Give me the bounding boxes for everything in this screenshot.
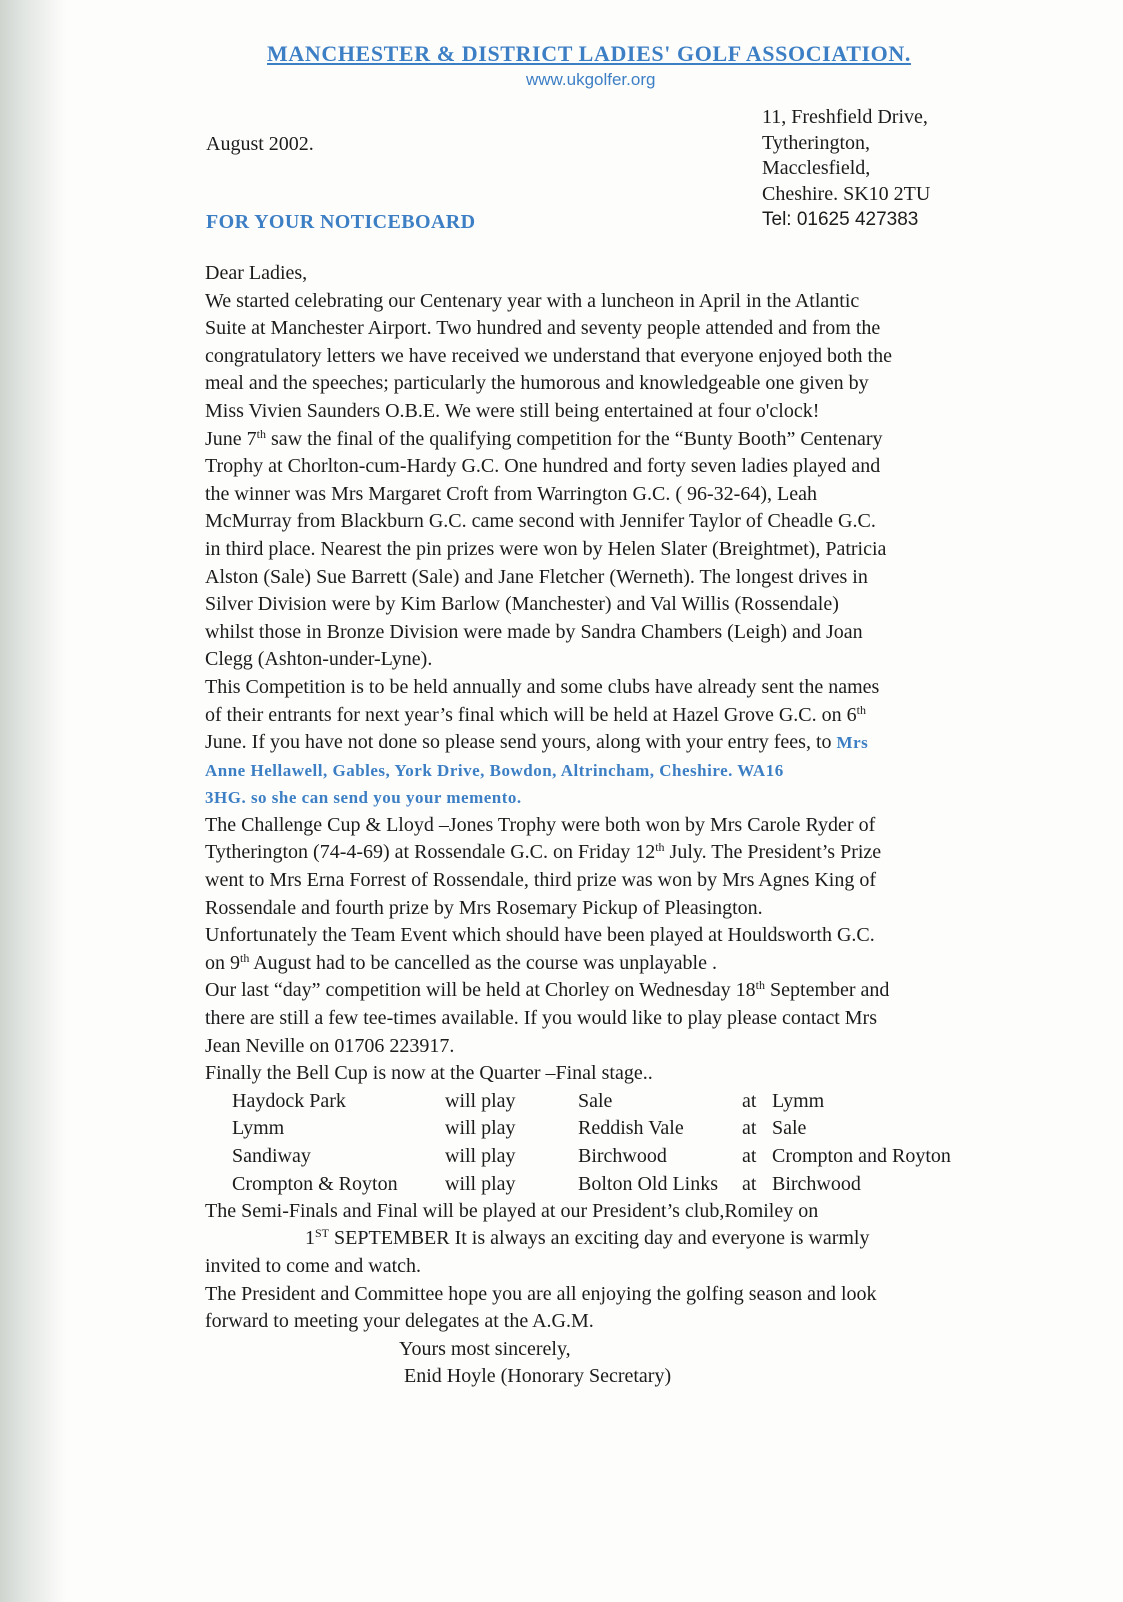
venue: Birchwood (772, 1172, 861, 1195)
text-line: June 7th saw the final of the qualifying competition for the “Bunty Booth” Centenary (205, 426, 883, 450)
text-line: in third place. Nearest the pin prizes were won by Helen Slater (Breightmet), Patricia (205, 537, 887, 560)
paragraph-team-event (205, 922, 1065, 977)
text-line: the winner was Mrs Margaret Croft from Warrington G.C. ( 96-32-64), Leah (205, 482, 817, 505)
text-line: The Semi-Finals and Final will be played at our President’s club,Romiley on (205, 1199, 819, 1222)
text-line: congratulatory letters we have received we understand that everyone enjoyed both the (205, 344, 892, 367)
noticeboard-heading: FOR YOUR NOTICEBOARD (206, 211, 476, 233)
will-play: will play (445, 1145, 516, 1167)
scan-edge (0, 0, 66, 1602)
text-line: Unfortunately the Team Event which should have been played at Houldsworth G.C. (205, 924, 875, 947)
at-label: at (742, 1172, 757, 1195)
paragraph-semi-finals (205, 1198, 1065, 1281)
text-line: This Competition is to be held annually and some clubs have already sent the names (205, 675, 880, 698)
text-line: 1ST SEPTEMBER It is always an exciting day and everyone is warmly (305, 1226, 870, 1250)
text-line: The President and Committee hope you are all enjoying the golfing season and look (205, 1282, 877, 1305)
address-line: Cheshire. SK10 2TU (762, 182, 931, 205)
letter-date: August 2002. (206, 133, 314, 155)
bell-cup-intro: Finally the Bell Cup is now at the Quarter –Final stage.. (205, 1062, 653, 1085)
home-team: Crompton & Royton (232, 1172, 398, 1195)
text-line: June. If you have not done so please send yours, along with your entry fees, to Mrs (205, 731, 869, 754)
home-team: Lymm (232, 1117, 285, 1140)
text-line: Our last “day” competition will be held at Chorley on Wednesday 18th September and (205, 978, 890, 1002)
paragraph-luncheon (205, 288, 1065, 426)
signature: Enid Hoyle (Honorary Secretary) (404, 1365, 672, 1388)
salutation: Dear Ladies, (205, 262, 308, 284)
text-line: whilst those in Bronze Division were made by Sandra Chambers (Leigh) and Joan (205, 620, 863, 643)
away-team: Birchwood (578, 1145, 667, 1167)
address-line: Tytherington, (762, 131, 871, 154)
bell-cup-fixtures (205, 1088, 1065, 1198)
text-line: Suite at Manchester Airport. Two hundred and seventy people attended and from the (205, 317, 881, 340)
paragraph-annual-competition (205, 674, 1065, 812)
text-line: invited to come and watch. (205, 1255, 422, 1277)
will-play: will play (445, 1117, 516, 1140)
text-line: of their entrants for next year’s final which will be held at Hazel Grove G.C. on 6th (205, 702, 866, 726)
text-line: forward to meeting your delegates at the A.G.M. (205, 1310, 594, 1333)
website-link[interactable]: www.ukgolfer.org (526, 70, 656, 89)
home-team: Sandiway (232, 1145, 311, 1167)
text-line: on 9th August had to be cancelled as the course was unplayable . (205, 950, 717, 974)
away-team: Reddish Vale (578, 1117, 684, 1140)
will-play: will play (445, 1089, 516, 1112)
sender-address (762, 105, 930, 233)
paragraph-challenge-cup (205, 812, 1065, 922)
text-line: Jean Neville on 01706 223917. (205, 1034, 455, 1057)
contact-address-highlight: 3HG. so she can send you your memento. (205, 788, 522, 808)
fixture-row (205, 1171, 1065, 1199)
address-line: 11, Freshfield Drive, (762, 106, 928, 128)
home-team: Haydock Park (232, 1089, 346, 1112)
text-line: Miss Vivien Saunders O.B.E. We were still being entertained at four o'clock! (205, 399, 820, 422)
text-line: Silver Division were by Kim Barlow (Manchester) and Val Willis (Rossendale) (205, 593, 839, 616)
at-label: at (742, 1089, 757, 1112)
away-team: Bolton Old Links (578, 1172, 719, 1195)
venue: Sale (772, 1117, 807, 1140)
text-line: went to Mrs Erna Forrest of Rossendale, third prize was won by Mrs Agnes King of (205, 869, 877, 892)
text-line: there are still a few tee-times available. If you would like to play please contact Mrs (205, 1007, 877, 1030)
paragraph-day-competition (205, 977, 1065, 1060)
contact-address-highlight: Mrs (836, 733, 869, 753)
letter-body (205, 260, 1065, 1391)
at-label: at (742, 1145, 757, 1167)
text-line: Alston (Sale) Sue Barrett (Sale) and Jane Fletcher (Werneth). The longest drives in (205, 565, 868, 588)
contact-address-highlight: Anne Hellawell, Gables, York Drive, Bowdon, Altrincham, Cheshire. WA16 (205, 760, 784, 780)
closing: Yours most sincerely, (399, 1337, 571, 1360)
telephone: Tel: 01625 427383 (762, 209, 919, 230)
will-play: will play (445, 1172, 516, 1195)
paragraph-bunty-booth (205, 426, 1065, 674)
text-line: Clegg (Ashton-under-Lyne). (205, 648, 433, 671)
at-label: at (742, 1117, 757, 1140)
text-line: Trophy at Chorlton-cum-Hardy G.C. One hundred and forty seven ladies played and (205, 455, 881, 478)
paragraph-agm (205, 1281, 1065, 1336)
text-line: Tytherington (74-4-69) at Rossendale G.C. on Friday 12th July. The President’s Prize (205, 840, 882, 864)
association-title: MANCHESTER & DISTRICT LADIES' GOLF ASSOCIATION. (267, 41, 911, 66)
address-line: Macclesfield, (762, 157, 871, 179)
text-line: McMurray from Blackburn G.C. came second with Jennifer Taylor of Cheadle G.C. (205, 510, 876, 533)
text-line: meal and the speeches; particularly the humorous and knowledgeable one given by (205, 372, 869, 395)
fixture-row (205, 1088, 1065, 1116)
venue: Crompton and Royton (772, 1145, 951, 1167)
away-team: Sale (578, 1089, 613, 1112)
text-line: The Challenge Cup & Lloyd –Jones Trophy were both won by Mrs Carole Ryder of (205, 813, 876, 836)
text-line: Rossendale and fourth prize by Mrs Rosemary Pickup of Pleasington. (205, 896, 763, 919)
fixture-row (205, 1115, 1065, 1143)
text-line: We started celebrating our Centenary year with a luncheon in April in the Atlantic (205, 289, 860, 312)
fixture-row (205, 1143, 1065, 1171)
venue: Lymm (772, 1089, 825, 1112)
